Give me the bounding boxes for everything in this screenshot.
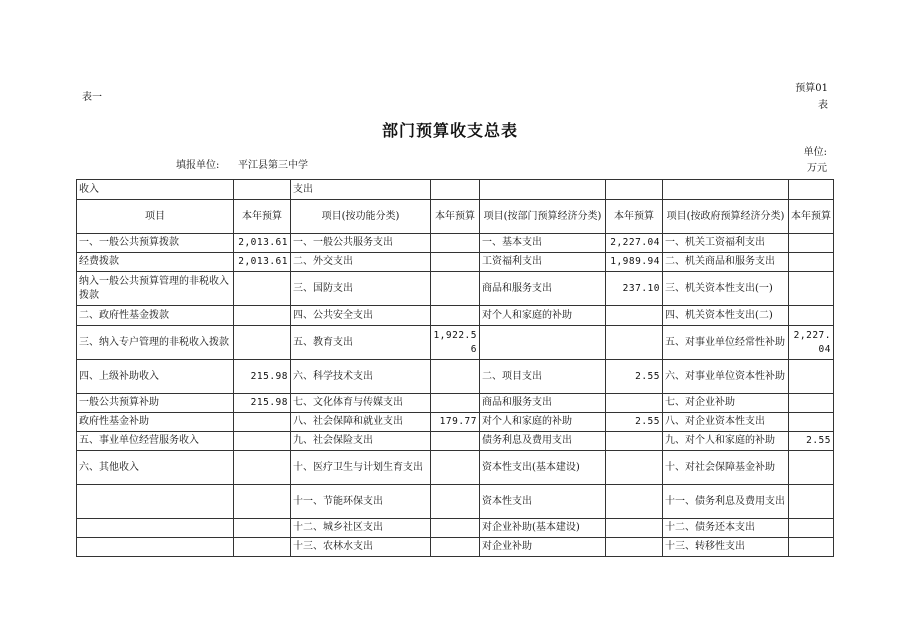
function-item-cell: 七、文化体育与传媒支出 — [291, 394, 431, 413]
function-budget-cell: 179.77 — [431, 413, 480, 432]
table-row — [77, 432, 834, 451]
income-budget-cell: 215.98 — [234, 360, 291, 394]
income-budget-cell — [234, 326, 291, 360]
income-item-cell — [77, 519, 234, 538]
blank-cell — [606, 180, 663, 200]
dept-econ-item-cell: 对个人和家庭的补助 — [480, 306, 606, 326]
dept-econ-budget-cell: 2,227.04 — [606, 234, 663, 253]
income-item-cell — [77, 538, 234, 557]
gov-econ-budget-cell: 2.55 — [789, 432, 834, 451]
income-budget-cell — [234, 519, 291, 538]
function-budget-cell: 1,922.56 — [431, 326, 480, 360]
gov-econ-budget-cell — [789, 413, 834, 432]
table-row — [77, 451, 834, 485]
filler-value: 平江县第三中学 — [238, 160, 308, 171]
form-code: 预算01表 — [795, 83, 828, 111]
page-title: 部门预算收支总表 — [381, 121, 518, 140]
function-item-cell: 十一、节能环保支出 — [291, 485, 431, 519]
function-budget-cell — [431, 234, 480, 253]
table-row — [77, 394, 834, 413]
dept-econ-item-cell: 一、基本支出 — [480, 234, 606, 253]
income-budget-cell — [234, 306, 291, 326]
function-item-cell: 十二、城乡社区支出 — [291, 519, 431, 538]
gov-econ-budget-cell — [789, 394, 834, 413]
dept-econ-item-cell: 资本性支出(基本建设) — [480, 451, 606, 485]
income-item-cell: 政府性基金补助 — [77, 413, 234, 432]
function-budget-cell — [431, 360, 480, 394]
income-item-cell: 二、政府性基金拨款 — [77, 306, 234, 326]
section-header-row — [77, 180, 834, 200]
function-item-cell: 四、公共安全支出 — [291, 306, 431, 326]
function-budget-cell — [431, 394, 480, 413]
column-header: 本年预算 — [789, 200, 834, 234]
column-header: 项目(按部门预算经济分类) — [480, 200, 606, 234]
gov-econ-item-cell: 十二、债务还本支出 — [663, 519, 789, 538]
column-header: 本年预算 — [431, 200, 480, 234]
blank-cell — [789, 180, 834, 200]
gov-econ-item-cell: 十三、转移性支出 — [663, 538, 789, 557]
income-item-cell: 五、事业单位经营服务收入 — [77, 432, 234, 451]
blank-cell — [663, 180, 789, 200]
dept-econ-item-cell: 债务利息及费用支出 — [480, 432, 606, 451]
dept-econ-budget-cell — [606, 519, 663, 538]
table-row — [77, 519, 834, 538]
gov-econ-budget-cell — [789, 519, 834, 538]
function-budget-cell — [431, 451, 480, 485]
table-row — [77, 306, 834, 326]
dept-econ-budget-cell: 237.10 — [606, 272, 663, 306]
function-item-cell: 八、社会保障和就业支出 — [291, 413, 431, 432]
column-header-row — [77, 200, 834, 234]
gov-econ-item-cell: 十、对社会保障基金补助 — [663, 451, 789, 485]
income-budget-cell — [234, 272, 291, 306]
income-budget-cell — [234, 538, 291, 557]
dept-econ-item-cell: 二、项目支出 — [480, 360, 606, 394]
income-item-cell: 一般公共预算补助 — [77, 394, 234, 413]
income-budget-cell: 2,013.61 — [234, 253, 291, 272]
gov-econ-item-cell: 三、机关资本性支出(一) — [663, 272, 789, 306]
table-row — [77, 485, 834, 519]
dept-econ-budget-cell — [606, 432, 663, 451]
gov-econ-item-cell: 七、对企业补助 — [663, 394, 789, 413]
income-budget-cell — [234, 413, 291, 432]
income-item-cell: 六、其他收入 — [77, 451, 234, 485]
dept-econ-item-cell: 对个人和家庭的补助 — [480, 413, 606, 432]
gov-econ-budget-cell — [789, 451, 834, 485]
dept-econ-budget-cell — [606, 538, 663, 557]
function-item-cell: 十、医疗卫生与计划生育支出 — [291, 451, 431, 485]
table-row — [77, 326, 834, 360]
income-budget-cell — [234, 432, 291, 451]
dept-econ-budget-cell — [606, 485, 663, 519]
gov-econ-item-cell: 一、机关工资福利支出 — [663, 234, 789, 253]
income-item-cell: 三、纳入专户管理的非税收入拨款 — [77, 326, 234, 360]
income-section-header: 收入 — [77, 180, 234, 200]
gov-econ-budget-cell — [789, 306, 834, 326]
gov-econ-item-cell: 五、对事业单位经常性补助 — [663, 326, 789, 360]
gov-econ-budget-cell — [789, 360, 834, 394]
budget-summary-table — [76, 179, 834, 557]
function-item-cell: 九、社会保险支出 — [291, 432, 431, 451]
table-row — [77, 538, 834, 557]
dept-econ-budget-cell: 2.55 — [606, 413, 663, 432]
dept-econ-budget-cell: 2.55 — [606, 360, 663, 394]
blank-cell — [480, 180, 606, 200]
function-budget-cell — [431, 306, 480, 326]
dept-econ-budget-cell — [606, 306, 663, 326]
gov-econ-item-cell: 四、机关资本性支出(二) — [663, 306, 789, 326]
gov-econ-item-cell: 二、机关商品和服务支出 — [663, 253, 789, 272]
function-budget-cell — [431, 485, 480, 519]
blank-cell — [431, 180, 480, 200]
dept-econ-budget-cell: 1,989.94 — [606, 253, 663, 272]
gov-econ-item-cell: 十一、债务利息及费用支出 — [663, 485, 789, 519]
income-item-cell: 经费拨款 — [77, 253, 234, 272]
dept-econ-item-cell: 商品和服务支出 — [480, 272, 606, 306]
table-row — [77, 272, 834, 306]
table-row — [77, 253, 834, 272]
function-item-cell: 一、一般公共服务支出 — [291, 234, 431, 253]
income-budget-cell: 2,013.61 — [234, 234, 291, 253]
gov-econ-budget-cell — [789, 272, 834, 306]
sheet-label: 表一 — [82, 92, 102, 103]
income-budget-cell — [234, 485, 291, 519]
gov-econ-item-cell: 六、对事业单位资本性补助 — [663, 360, 789, 394]
income-item-cell: 一、一般公共预算拨款 — [77, 234, 234, 253]
dept-econ-item-cell: 对企业补助 — [480, 538, 606, 557]
income-item-cell: 四、上级补助收入 — [77, 360, 234, 394]
column-header: 本年预算 — [234, 200, 291, 234]
income-budget-cell — [234, 451, 291, 485]
gov-econ-budget-cell — [789, 485, 834, 519]
dept-econ-budget-cell — [606, 394, 663, 413]
dept-econ-budget-cell — [606, 326, 663, 360]
gov-econ-budget-cell — [789, 253, 834, 272]
function-budget-cell — [431, 538, 480, 557]
function-budget-cell — [431, 519, 480, 538]
table-row — [77, 413, 834, 432]
gov-econ-budget-cell: 2,227.04 — [789, 326, 834, 360]
gov-econ-budget-cell — [789, 538, 834, 557]
dept-econ-item-cell: 商品和服务支出 — [480, 394, 606, 413]
function-item-cell: 二、外交支出 — [291, 253, 431, 272]
blank-cell — [234, 180, 291, 200]
function-item-cell: 十三、农林水支出 — [291, 538, 431, 557]
income-item-cell: 纳入一般公共预算管理的非税收入拨款 — [77, 272, 234, 306]
function-budget-cell — [431, 432, 480, 451]
gov-econ-item-cell: 八、对企业资本性支出 — [663, 413, 789, 432]
function-item-cell: 三、国防支出 — [291, 272, 431, 306]
function-budget-cell — [431, 253, 480, 272]
column-header: 项目(按政府预算经济分类) — [663, 200, 789, 234]
column-header: 本年预算 — [606, 200, 663, 234]
unit-label: 单位:万元 — [803, 147, 827, 174]
expenditure-section-header: 支出 — [291, 180, 431, 200]
income-item-cell — [77, 485, 234, 519]
income-budget-cell: 215.98 — [234, 394, 291, 413]
dept-econ-item-cell: 资本性支出 — [480, 485, 606, 519]
function-budget-cell — [431, 272, 480, 306]
gov-econ-item-cell: 九、对个人和家庭的补助 — [663, 432, 789, 451]
gov-econ-budget-cell — [789, 234, 834, 253]
filler-label: 填报单位: — [176, 160, 220, 171]
table-row — [77, 360, 834, 394]
dept-econ-budget-cell — [606, 451, 663, 485]
dept-econ-item-cell: 对企业补助(基本建设) — [480, 519, 606, 538]
table-row — [77, 234, 834, 253]
function-item-cell: 五、教育支出 — [291, 326, 431, 360]
dept-econ-item-cell: 工资福利支出 — [480, 253, 606, 272]
column-header: 项目(按功能分类) — [291, 200, 431, 234]
function-item-cell: 六、科学技术支出 — [291, 360, 431, 394]
column-header: 项目 — [77, 200, 234, 234]
dept-econ-item-cell — [480, 326, 606, 360]
